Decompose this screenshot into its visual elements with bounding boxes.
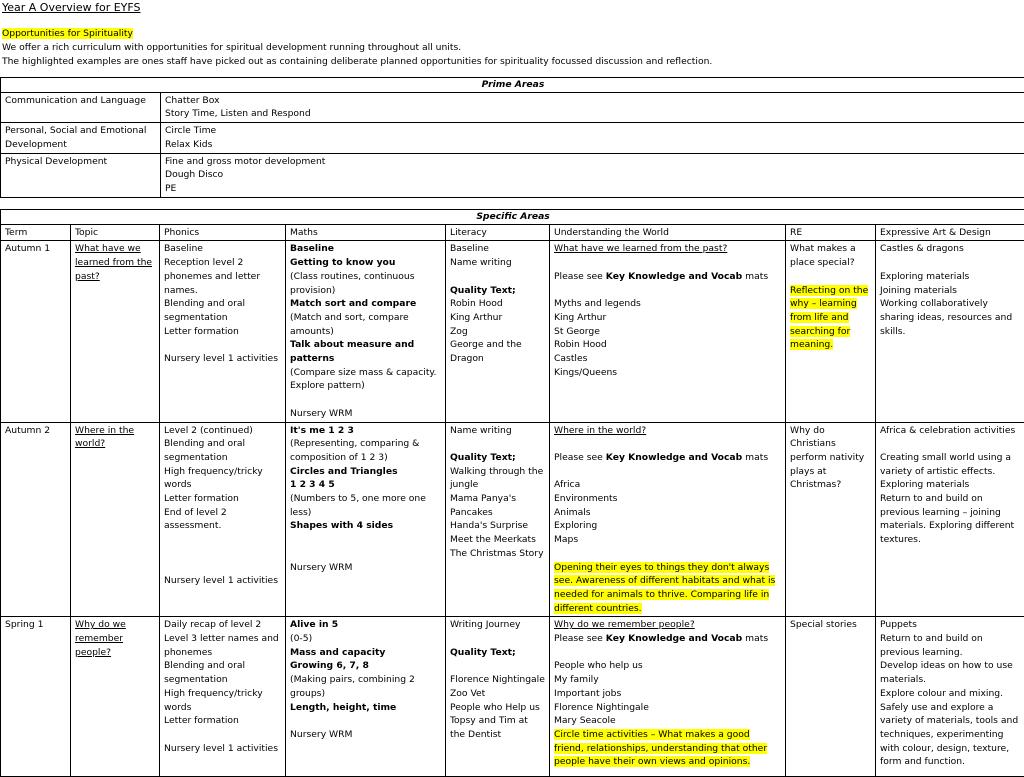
re-cell: Special stories [786, 617, 876, 777]
specific-areas-header: Specific Areas [1, 210, 1024, 225]
prime-area-label: Physical Development [1, 153, 161, 197]
art-cell: Puppets Return to and build on previous learning. Develop ideas on how to use materials. Explore colour and mixing. Safely use and explore a variety of materials, tools and techniques, experimenting with colour, design, texture, form and function. [876, 617, 1024, 777]
world-cell: What have we learned from the past? Please see Key Knowledge and Vocab mats Myths and legends King Arthur St George Robin Hood Castles Kings/Queens [550, 241, 786, 422]
literacy-cell: Writing Journey Quality Text; Florence Nightingale Zoo Vet People who Help us Topsy and Tim at the Dentist [446, 617, 550, 777]
literacy-cell: Name writing Quality Text; Walking through the jungle Mama Panya's Pancakes Handa's Surprise Meet the Meerkats The Christmas Story [446, 422, 550, 617]
prime-area-items: Chatter Box Story Time, Listen and Respond [161, 92, 1024, 122]
phonics-cell: Level 2 (continued) Blending and oral segmentation High frequency/tricky words Letter formation End of level 2 assessment. Nursery level 1 activities [160, 422, 286, 617]
phonics-cell: Daily recap of level 2 Level 3 letter names and phonemes Blending and oral segmentation High frequency/tricky words Letter formation Nursery level 1 activities [160, 617, 286, 777]
column-header: Term [1, 224, 71, 241]
intro-line-2: The highlighted examples are ones staff have picked out as containing deliberate planned opportunities for spirituality focussed discussion and reflection. [2, 55, 712, 69]
topic-cell: What have we learned from the past? [71, 241, 160, 422]
term-cell: Spring 1 [1, 617, 71, 777]
page-title: Year A Overview for EYFS [2, 1, 141, 15]
world-cell: Where in the world? Please see Key Knowledge and Vocab mats Africa Environments Animals Exploring Maps Opening their eyes to things they don't always see. Awareness of different habitats and what is needed for animals to thrive. Comparing life in different countries. [550, 422, 786, 617]
prime-area-label: Communication and Language [1, 92, 161, 122]
term-cell: Autumn 2 [1, 422, 71, 617]
column-header: Expressive Art & Design [876, 224, 1024, 241]
column-header: Maths [286, 224, 446, 241]
prime-area-items: Fine and gross motor development Dough Disco PE [161, 153, 1024, 197]
table-row [1, 422, 1024, 617]
column-header: Literacy [446, 224, 550, 241]
art-cell: Africa & celebration activities Creating small world using a variety of artistic effects. Exploring materials Return to and build on previous learning – joining materials. Exploring different textures. [876, 422, 1024, 617]
re-cell: What makes a place special? Reflecting on the why – learning from life and searching for meaning. [786, 241, 876, 422]
spirituality-heading: Opportunities for Spirituality [2, 27, 133, 41]
topic-cell: Why do we remember people? [71, 617, 160, 777]
prime-areas-table [0, 77, 1024, 198]
column-header: RE [786, 224, 876, 241]
table-row [1, 617, 1024, 777]
maths-cell: It's me 1 2 3 (Representing, comparing & composition of 1 2 3) Circles and Triangles 1 2 3 4 5 (Numbers to 5, one more one less) Shapes with 4 sides Nursery WRM [286, 422, 446, 617]
topic-cell: Where in the world? [71, 422, 160, 617]
column-header: Phonics [160, 224, 286, 241]
maths-cell: Alive in 5 (0-5) Mass and capacity Growing 6, 7, 8 (Making pairs, combining 2 groups) Length, height, time Nursery WRM [286, 617, 446, 777]
table-row [1, 241, 1024, 422]
intro-line-1: We offer a rich curriculum with opportunities for spiritual development running throughout all units. [2, 41, 461, 55]
art-cell: Castles & dragons Exploring materials Joining materials Working collaboratively sharing ideas, resources and skills. [876, 241, 1024, 422]
phonics-cell: Baseline Reception level 2 phonemes and letter names. Blending and oral segmentation Letter formation Nursery level 1 activities [160, 241, 286, 422]
column-header: Understanding the World [550, 224, 786, 241]
maths-cell: Baseline Getting to know you (Class routines, continuous provision) Match sort and compare (Match and sort, compare amounts) Talk about measure and patterns (Compare size mass & capacity. Explore pattern) Nursery WRM [286, 241, 446, 422]
literacy-cell: Baseline Name writing Quality Text; Robin Hood King Arthur Zog George and the Dragon [446, 241, 550, 422]
prime-areas-header: Prime Areas [1, 78, 1024, 93]
prime-area-items: Circle Time Relax Kids [161, 123, 1024, 153]
world-cell: Why do we remember people? Please see Key Knowledge and Vocab mats People who help us My family Important jobs Florence Nightingale Mary Seacole Circle time activities – What makes a good friend, relationships, understanding that other people have their own views and opinions. [550, 617, 786, 777]
re-cell: Why do Christians perform nativity plays at Christmas? [786, 422, 876, 617]
term-cell: Autumn 1 [1, 241, 71, 422]
specific-areas-table [0, 209, 1024, 777]
column-header: Topic [71, 224, 160, 241]
prime-area-label: Personal, Social and Emotional Development [1, 123, 161, 153]
